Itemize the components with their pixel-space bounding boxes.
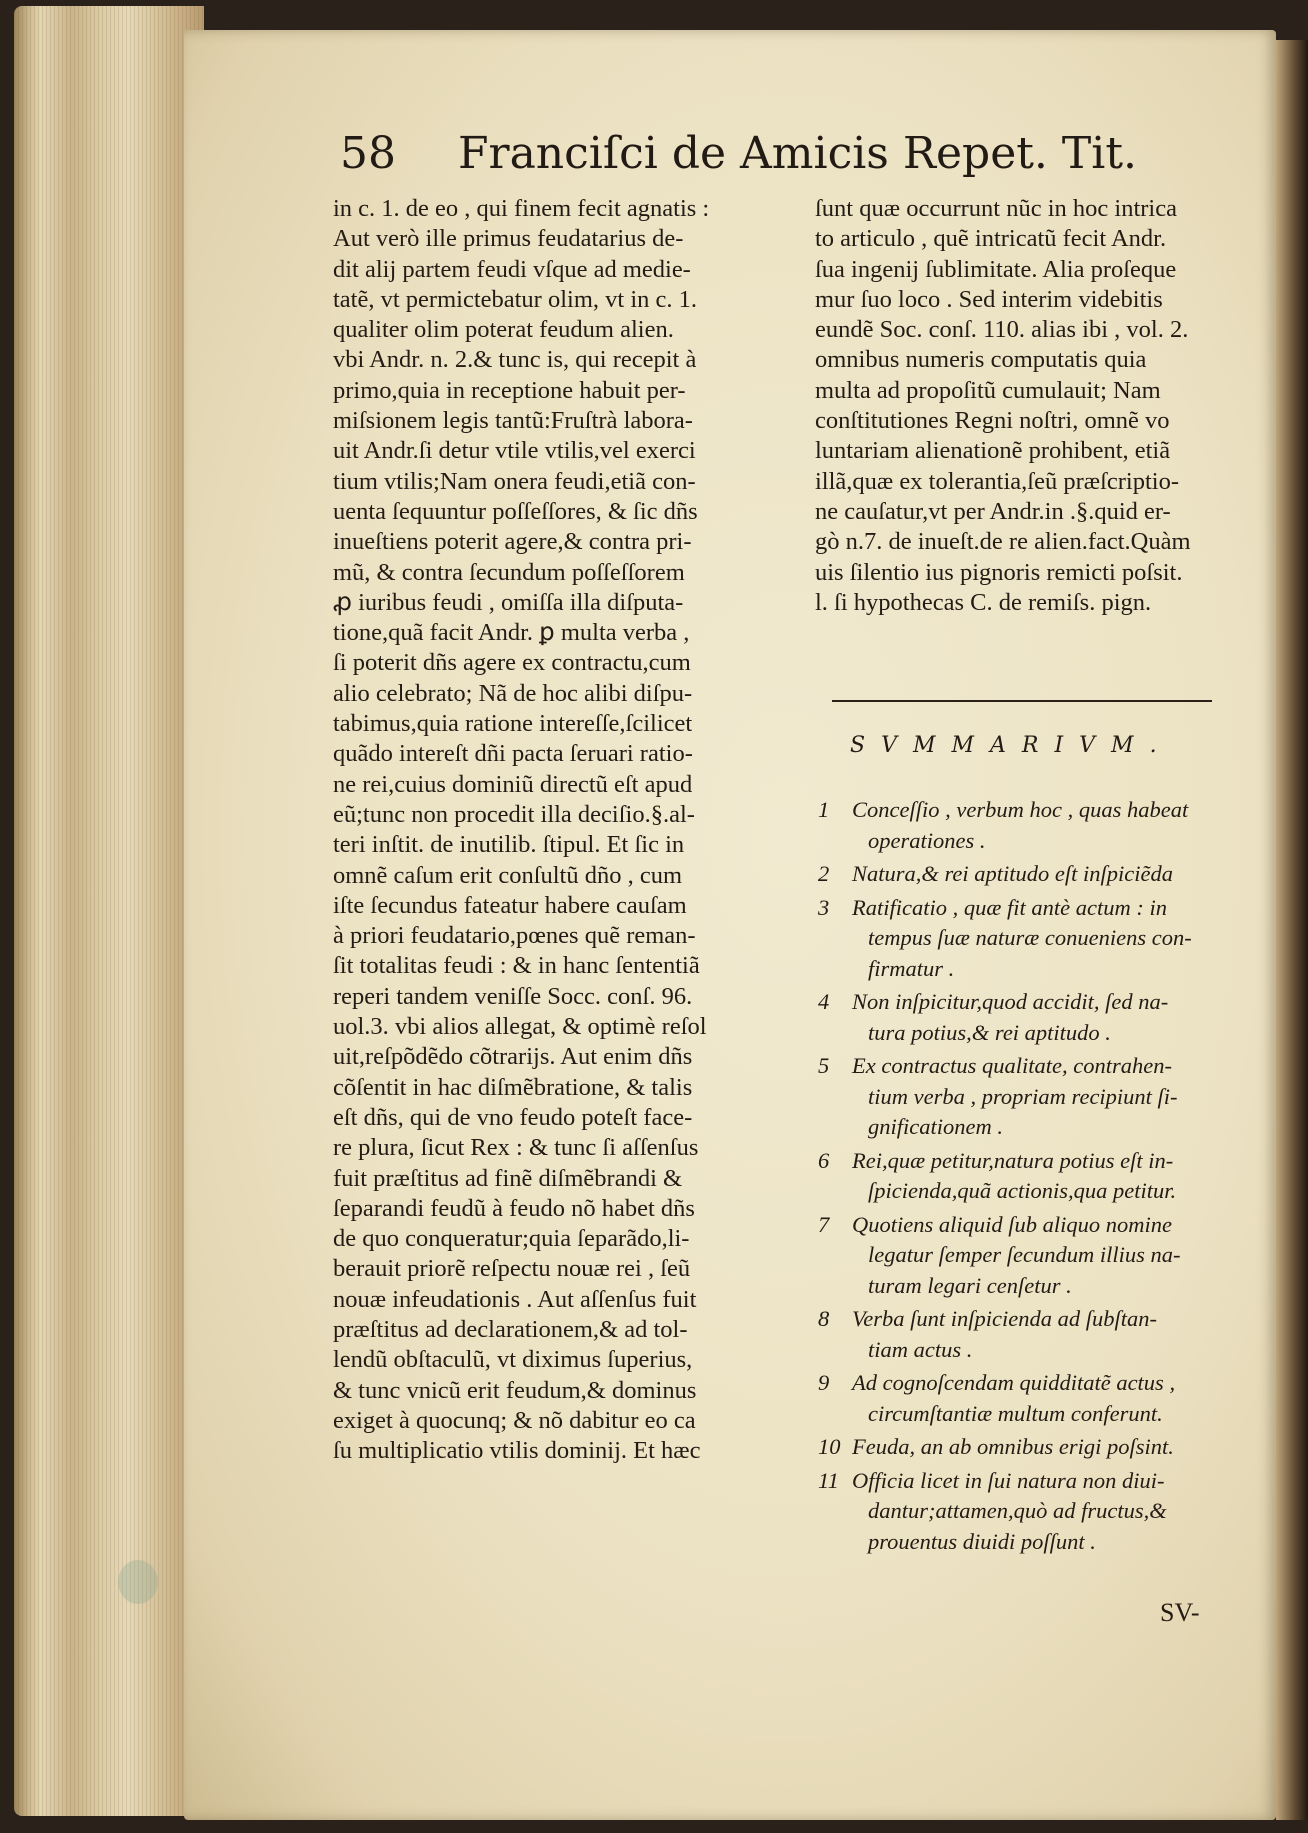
text-line: tabimus,quia ratione intereſſe,ſcilicet: [333, 710, 693, 738]
text-line: alio celebrato; Nã de hoc alibi diſpu-: [333, 679, 693, 707]
summary-line: Ratificatio , quæ fit antè actum : in: [852, 894, 1167, 920]
summary-line: Ad cognoſcendam quidditatẽ actus ,: [852, 1370, 1176, 1395]
text-line: ne rei,cuius dominiũ directũ eſt apud: [333, 770, 693, 798]
summary-line: prouentus diuidi poſſunt .: [868, 1528, 1096, 1554]
summary-line: operationes .: [868, 827, 986, 853]
summary-line: ſpicienda,quã actionis,qua petitur.: [868, 1178, 1177, 1203]
summary-line: tempus ſuæ naturæ conueniens con-: [868, 925, 1192, 950]
page-number: 58: [340, 128, 396, 179]
text-line: ſit totalitas feudi : & in hanc ſententiã: [333, 952, 700, 980]
running-title: Franciſci de Amicis Repet. Tit.: [458, 128, 1137, 179]
paper-stain: [118, 1560, 158, 1604]
left-text-column: [333, 194, 773, 1466]
text-line: miſsionem legis tantũ:Fruſtrà labora-: [333, 407, 693, 435]
summary-item: [818, 1210, 1248, 1302]
text-line: à priori feudatario,pœnes quẽ reman-: [333, 922, 696, 950]
text-line: mũ, & contra ſecundum poſſeſſorem: [333, 558, 685, 586]
summary-item: [818, 859, 1248, 890]
text-line: eundẽ Soc. conſ. 110. alias ibi , vol. 2.: [815, 316, 1189, 344]
text-line: conſtitutiones Regni noſtri, omnẽ vo: [815, 407, 1170, 435]
text-line: teri inſtit. de inutilib. ſtipul. Et ſic in: [333, 831, 685, 859]
summary-number: 4: [818, 989, 830, 1014]
summary-line: gnificationem .: [868, 1114, 1003, 1139]
catchword: SV-: [1160, 1598, 1200, 1627]
summary-number: 10: [818, 1434, 841, 1459]
text-line: ſu multiplicatio vtilis dominij. Et hæc: [333, 1437, 701, 1465]
summary-number: 2: [818, 861, 830, 886]
text-line: ſi poterit dñs agere ex contractu,cum: [333, 649, 691, 677]
text-line: ſua ingenij ſublimitate. Alia proſeque: [815, 255, 1177, 283]
right-text-column: [815, 194, 1245, 618]
text-line: vbi Andr. n. 2.& tunc is, qui recepit à: [333, 346, 697, 374]
summary-line: Rei,quæ petitur,natura potius eſt in-: [852, 1147, 1174, 1173]
summarium-list: [818, 795, 1248, 1560]
summary-item: [818, 795, 1248, 856]
text-line: ꝓ iuribus feudi , omiſſa illa diſputa-: [333, 588, 684, 616]
text-line: de quo conqueratur;quia ſeparãdo,li-: [333, 1225, 690, 1253]
text-line: ne cauſatur,vt per Andr.in .§.quid er-: [815, 497, 1171, 525]
text-line: multa ad propoſitũ cumulauit; Nam: [815, 376, 1161, 404]
summary-line: turam legari cenſetur .: [868, 1272, 1072, 1298]
text-line: dit alij partem feudi vſque ad medie-: [333, 255, 691, 283]
text-line: in c. 1. de eo , qui finem fecit agnatis :: [333, 195, 710, 222]
summary-item: [818, 1146, 1248, 1207]
text-line: illã,quæ ex tolerantia,ſeũ præſcriptio-: [815, 467, 1179, 495]
text-line: luntariam alienationẽ prohibent, etiã: [815, 437, 1171, 465]
text-line: reperi tandem veniſſe Socc. conſ. 96.: [333, 982, 693, 1010]
summary-number: 11: [818, 1467, 839, 1493]
summary-line: Officia licet in ſui natura non diui-: [852, 1467, 1165, 1493]
summary-number: 3: [818, 894, 830, 920]
summary-line: tiam actus .: [868, 1336, 973, 1362]
text-line: quãdo intereſt dñi pacta ſeruari ratio-: [333, 740, 693, 768]
summary-line: dantur;attamen,quò ad fructus,&: [868, 1498, 1167, 1523]
text-line: uenta ſequuntur poſſeſſores, & ſic dñs: [333, 497, 698, 525]
summary-number: 5: [818, 1053, 830, 1078]
summary-item: [818, 1466, 1248, 1558]
text-line: fuit præſtitus ad finẽ diſmẽbrandi &: [333, 1164, 683, 1192]
summary-number: 8: [818, 1306, 830, 1331]
text-line: eſt dñs, qui de vno feudo poteſt face-: [333, 1103, 693, 1131]
summary-line: firmatur .: [868, 955, 955, 981]
summary-number: 1: [818, 797, 830, 822]
text-line: l. ſi hypothecas C. de remiſs. pign.: [815, 588, 1152, 616]
summary-line: Conceſſio , verbum hoc , quas habeat: [852, 797, 1189, 822]
text-line: nouæ infeudationis . Aut aſſenſus fuit: [333, 1285, 697, 1313]
summary-item: [818, 1051, 1248, 1143]
summary-line: circumſtantiæ multum conferunt.: [868, 1400, 1163, 1426]
text-line: præſtitus ad declarationem,& ad tol-: [333, 1315, 688, 1343]
text-line: uit,reſpõdẽdo cõtrarijs. Aut enim dñs: [333, 1043, 693, 1071]
text-line: tione,quã facit Andr. ꝑ multa verba ,: [333, 619, 690, 647]
text-line: ſeparandi feudũ à feudo nõ habet dñs: [333, 1194, 695, 1222]
summary-line: tium verba , propriam recipiunt ſi-: [868, 1083, 1178, 1109]
text-line: omnibus numeris computatis quia: [815, 346, 1147, 374]
text-line: uis ſilentio ius pignoris remicti poſsit.: [815, 558, 1183, 586]
text-line: tium vtilis;Nam onera feudi,etiã con-: [333, 467, 696, 495]
text-line: berauit priorẽ reſpectu nouæ rei , ſeũ: [333, 1255, 691, 1283]
text-line: uit Andr.ſi detur vtile vtilis,vel exerci: [333, 437, 696, 465]
summary-line: Natura,& rei aptitudo eſt inſpiciẽda: [852, 861, 1174, 886]
summary-line: tura potius,& rei aptitudo .: [868, 1019, 1111, 1045]
text-line: uol.3. vbi alios allegat, & optimè reſol: [333, 1013, 707, 1041]
text-line: tatẽ, vt permictebatur olim, vt in c. 1.: [333, 285, 697, 313]
text-line: re plura, ſicut Rex : & tunc ſi aſſenſus: [333, 1134, 699, 1162]
text-line: to articulo , quẽ intricatũ fecit Andr.: [815, 225, 1167, 253]
text-line: eũ;tunc non procedit illa deciſio.§.al-: [333, 800, 695, 828]
text-line: cõſentit in hac diſmẽbratione, & talis: [333, 1073, 693, 1101]
summary-number: 6: [818, 1147, 830, 1173]
section-rule: [832, 700, 1212, 702]
text-line: mur ſuo loco . Sed interim videbitis: [815, 285, 1163, 313]
text-line: & tunc vnicũ erit feudum,& dominus: [333, 1376, 697, 1404]
text-line: qualiter olim poterat feudum alien.: [333, 316, 674, 344]
text-line: exiget à quocunq; & nõ dabitur eo ca: [333, 1406, 696, 1434]
text-line: omnẽ caſum erit conſultũ dño , cum: [333, 861, 683, 889]
text-line: primo,quia in receptione habuit per-: [333, 376, 686, 404]
summary-line: Feuda, an ab omnibus erigi poſsint.: [852, 1434, 1174, 1459]
summary-item: [818, 893, 1248, 985]
text-line: gò n.7. de inueſt.de re alien.fact.Quàm: [815, 528, 1191, 556]
summary-item: [818, 1432, 1248, 1463]
summary-number: 9: [818, 1370, 830, 1395]
text-line: Aut verò ille primus feudatarius de-: [333, 225, 684, 253]
summary-item: [818, 1304, 1248, 1365]
summary-line: Non inſpicitur,quod accidit, ſed na-: [852, 989, 1169, 1014]
summary-line: Quotiens aliquid ſub aliquo nomine: [852, 1211, 1172, 1237]
summary-number: 7: [818, 1211, 830, 1237]
summary-line: Ex contractus qualitate, contrahen-: [852, 1053, 1172, 1078]
text-line: lendũ obſtaculũ, vt diximus ſuperius,: [333, 1346, 693, 1374]
text-line: ſunt quæ occurrunt nũc in hoc intrica: [815, 195, 1177, 222]
summary-item: [818, 987, 1248, 1048]
book-fore-edge: [14, 6, 204, 1816]
summary-line: legatur ſemper ſecundum illius na-: [868, 1242, 1181, 1267]
summary-line: Verba ſunt inſpicienda ad ſubſtan-: [852, 1306, 1157, 1331]
page-gutter-shadow: [1276, 40, 1308, 1820]
text-line: iſte ſecundus fateatur habere cauſam: [333, 891, 687, 919]
summary-item: [818, 1368, 1248, 1429]
text-line: inueſtiens poterit agere,& contra pri-: [333, 528, 692, 556]
running-head: [340, 128, 1137, 188]
summarium-title: SVMMARIVM.: [850, 733, 1173, 758]
